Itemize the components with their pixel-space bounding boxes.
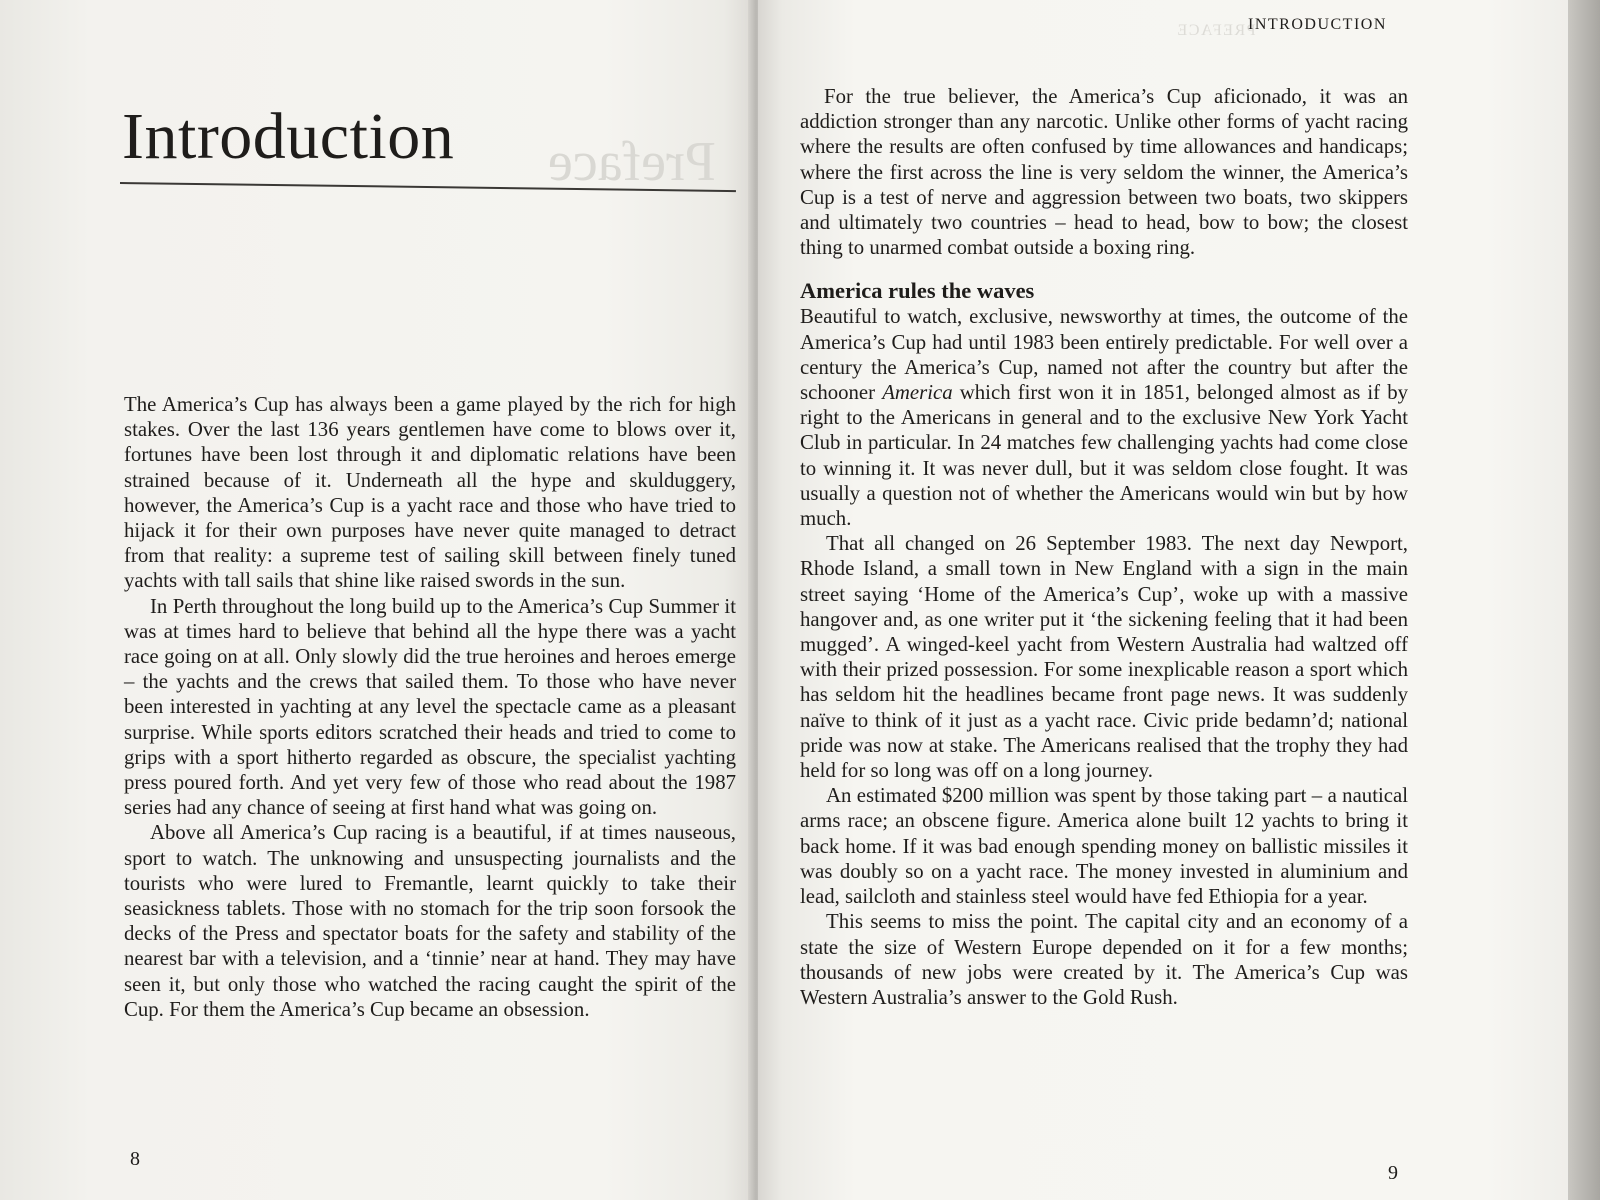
page-number-right: 9: [1388, 1162, 1398, 1184]
body-paragraph: [800, 304, 1408, 531]
ship-name-italic: America: [882, 381, 953, 405]
left-page: [0, 0, 754, 1200]
running-head: INTRODUCTION: [1248, 16, 1387, 33]
show-through-title: Preface: [548, 131, 716, 193]
body-paragraph: That all changed on 26 September 1983. The next day Newport, Rhode Island, a small town in New England with a sign in the main street saying ‘Home of the America’s Cup’, woke up with a massive hangover and, as one writer put it ‘the sickening feeling that it had been mugged’. A winged-keel yacht from Western Australia had waltzed off with their prized possession. For some inexplicable reason a sport which has seldom hit the headlines became front page news. It was suddenly naïve to think of it just as a yacht race. Civic pride bedamn’d; national pride was now at stake. The Americans realised that the trophy they had held for so long was off on a long journey.: [800, 532, 1408, 783]
body-paragraph: The America’s Cup has always been a game played by the rich for high stakes. Over the last 136 years gentlemen have come to blows over it, fortunes have been lost through it and diplomatic relations have been strained because of it. Underneath all the hype and skulduggery, however, the America’s Cup is a yacht race and those who have tried to hijack it for their own purposes have never quite managed to detract from that reality: a supreme test of sailing skill between finely tuned yachts with tall sails that shine like raised swords in the sun.: [124, 393, 736, 593]
body-paragraph: An estimated $200 million was spent by those taking part – a nautical arms race; an obscene figure. America alone built 12 yachts to bring it back home. If it was bad enough spending money on ballistic missiles it was doubly so on a yacht race. The money invested in aluminium and lead, sailcloth and stainless steel would have fed Ethiopia for a year.: [800, 784, 1408, 909]
book-edge: [1568, 0, 1600, 1200]
body-paragraph: In Perth throughout the long build up to the America’s Cup Summer it was at times hard to believe that behind all the hype there was a yacht race going on at all. Only slowly did the true heroines and heroes emerge – the yachts and the crews that sailed them. To those who have never been interested in yachting at any level the spectacle came as a pleasant surprise. While sports editors scratched their heads and tried to come to grips with a sport hitherto regarded as obscure, the specialist yachting press poured forth. And yet very few of those who read about the 1987 series had any chance of seeing at first hand what was going on.: [124, 594, 736, 820]
left-text-column: [124, 392, 736, 1022]
show-through-running-head: PREFACE: [1176, 22, 1256, 39]
body-paragraph: This seems to miss the point. The capital city and an economy of a state the size of Western Europe depended on it for a few months; thousands of new jobs were created by it. The America’s Cup was Western Australia’s answer to the Gold Rush.: [800, 910, 1408, 1009]
section-heading: America rules the waves: [800, 278, 1035, 304]
chapter-title: Introduction: [122, 100, 455, 173]
text-run: Beautiful to watch, exclusive, newsworthy at times, the outcome of the America’s Cup had until 1983 been entirely predictable. For well over a century the America’s Cup, named not after the country but after the schooner: [800, 305, 1408, 405]
body-paragraph: Above all America’s Cup racing is a beautiful, if at times nauseous, sport to watch. The unknowing and unsuspecting journalists and the tourists who were lured to Fremantle, learnt quickly to take their seasickness tablets. Those with no stomach for the trip soon forsook the decks of the Press and spectator boats for the safety and stability of the nearest bar with a television, and a ‘tinnie’ near at hand. They may have seen it, but only those who watched the racing caught the spirit of the Cup. For them the America’s Cup became an obsession.: [124, 821, 736, 1021]
page-number-left: 8: [130, 1148, 140, 1170]
intro-paragraph: For the true believer, the America’s Cup aficionado, it was an addiction stronger than any narcotic. Unlike other forms of yacht racing where the results are often confused by time allowances and handicaps; where the first across the line is very seldom the winner, the America’s Cup is a test of nerve and aggression between two boats, two skippers and ultimately two countries – head to head, bow to bow; the closest thing to unarmed combat outside a boxing ring.: [800, 85, 1408, 260]
text-run: which first won it in 1851, belonged almost as if by right to the Americans in general and to the exclusive New York Yacht Club in particular. In 24 matches few challenging yachts had come close to winning it. It was never dull, but it was seldom close fought. It was usually a question not of whether the Americans would win but by how much.: [800, 381, 1408, 531]
right-text-column: [800, 84, 1408, 1010]
